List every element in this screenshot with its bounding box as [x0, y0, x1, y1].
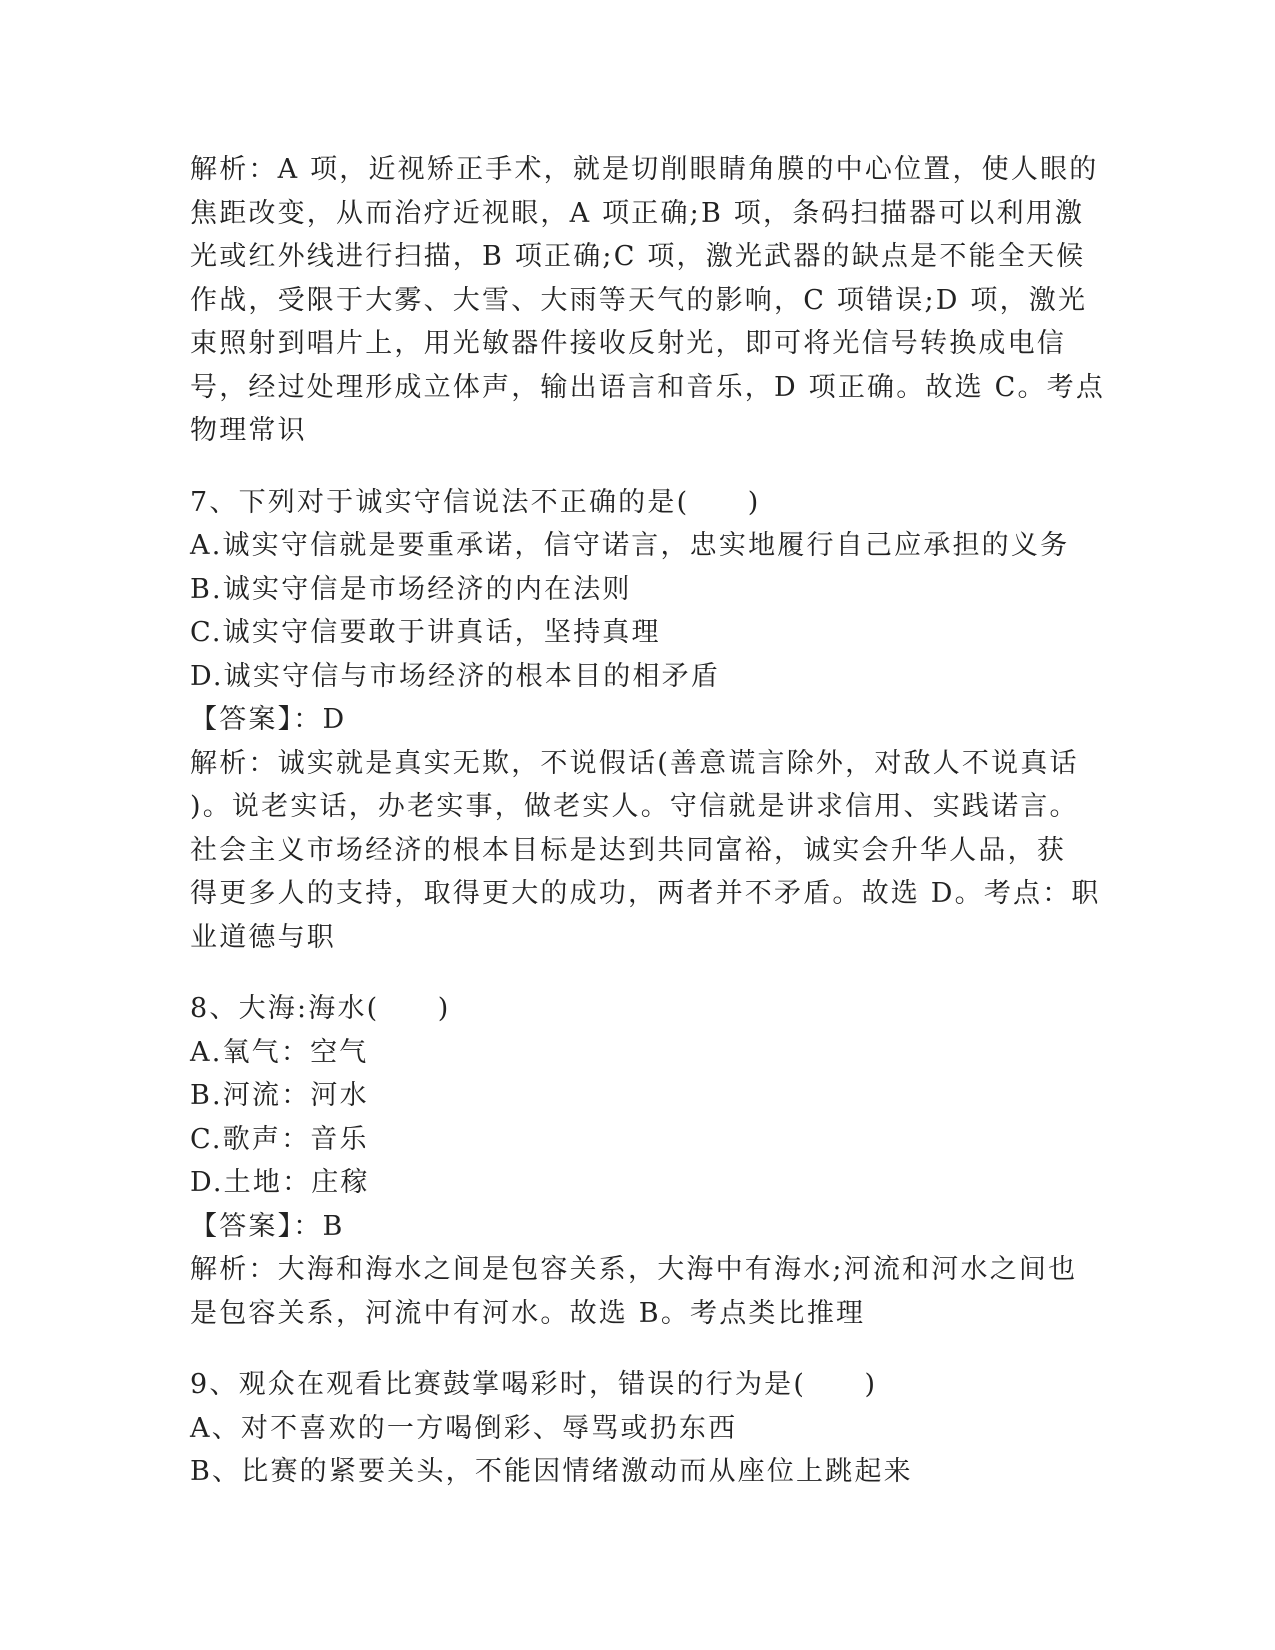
question-stem: 9、观众在观看比赛鼓掌喝彩时，错误的行为是( ) — [190, 1369, 878, 1400]
option-b: B.河流：河水 — [190, 1080, 369, 1111]
option-b: B、比赛的紧要关头，不能因情绪激动而从座位上跳起来 — [190, 1456, 913, 1487]
option-d: D.诚实守信与市场经济的根本目的相矛盾 — [190, 660, 721, 692]
option-a: A.氧气：空气 — [190, 1036, 369, 1068]
option-c: C.诚实守信要敢于讲真话，坚持真理 — [190, 617, 661, 648]
text-line: 解析：A 项，近视矫正手术，就是切削眼睛角膜的中心位置，使人眼的 — [190, 154, 1099, 185]
text-line: 社会主义市场经济的根本目标是达到共同富裕，诚实会升华人品，获 — [190, 834, 1066, 866]
text-line: 光或红外线进行扫描，B 项正确;C 项，激光武器的缺点是不能全天候 — [190, 241, 1086, 272]
option-a: A、对不喜欢的一方喝倒彩、辱骂或扔东西 — [190, 1412, 738, 1444]
option-d: D.土地：庄稼 — [190, 1167, 370, 1198]
text-line: 解析：诚实就是真实无欺，不说假话(善意谎言除外，对敌人不说真话 — [190, 747, 1079, 779]
text-line: 作战，受限于大雾、大雪、大雨等天气的影响，C 项错误;D 项，激光 — [190, 284, 1088, 316]
text-line: )。说老实话，办老实事，做老实人。守信就是讲求信用、实践诺言。 — [190, 791, 1079, 822]
question-8 — [190, 987, 1080, 1335]
answer-line: 【答案】：B — [190, 1210, 345, 1242]
text-line: 得更多人的支持，取得更大的成功，两者并不矛盾。故选 D。考点：职 — [190, 878, 1101, 909]
document-content — [190, 148, 1106, 1494]
text-line: 束照射到唱片上，用光敏器件接收反射光，即可将光信号转换成电信 — [190, 328, 1066, 359]
section-gap — [190, 959, 1080, 987]
option-c: C.歌声：音乐 — [190, 1123, 369, 1155]
text-line: 是包容关系，河流中有河水。故选 B。考点类比推理 — [190, 1297, 866, 1329]
section-gap — [190, 453, 1080, 481]
question-stem: 7、下列对于诚实守信说法不正确的是( ) — [190, 486, 761, 518]
explanation-q6 — [190, 148, 1106, 453]
section-gap — [190, 1335, 1080, 1363]
option-b: B.诚实守信是市场经济的内在法则 — [190, 573, 632, 605]
question-9 — [190, 1363, 1080, 1494]
text-line: 物理常识 — [190, 415, 307, 446]
text-line: 解析：大海和海水之间是包容关系，大海中有海水;河流和河水之间也 — [190, 1254, 1078, 1285]
text-line: 业道德与职 — [190, 921, 336, 953]
text-line: 号，经过处理形成立体声，输出语言和音乐，D 项正确。故选 C。考点 — [190, 371, 1106, 403]
option-a: A.诚实守信就是要重承诺，信守诺言，忠实地履行自己应承担的义务 — [190, 530, 1070, 561]
question-7 — [190, 481, 1101, 960]
text-line: 焦距改变，从而治疗近视眼，A 项正确;B 项，条码扫描器可以利用激 — [190, 197, 1085, 229]
question-stem: 8、大海:海水( ) — [190, 993, 451, 1024]
answer-line: 【答案】：D — [190, 704, 347, 735]
